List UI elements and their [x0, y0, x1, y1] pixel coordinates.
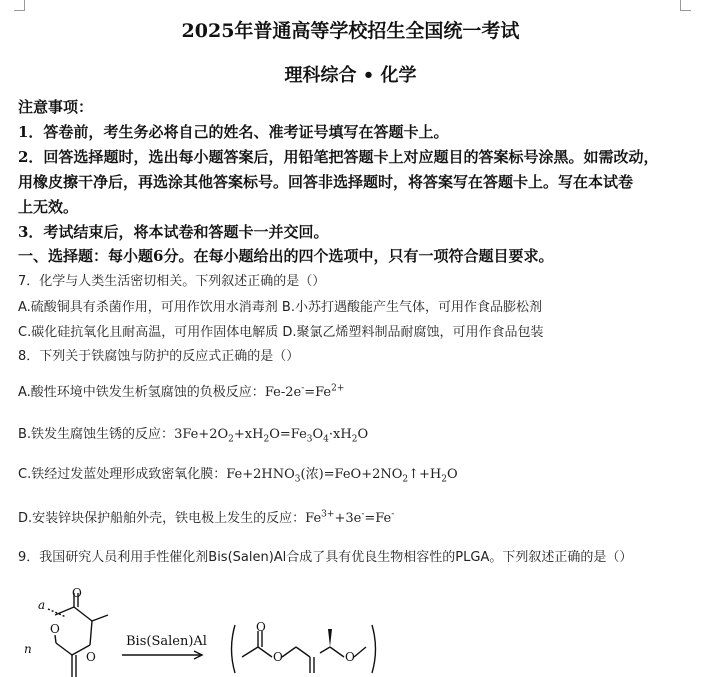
page-corner-mark-left [14, 0, 25, 11]
ring-oxygen-label: O [72, 586, 82, 600]
notice-item-1: 1．答卷前，考生务必将自己的姓名、准考证号填写在答题卡上。 [18, 123, 449, 141]
question-8-option-c [18, 463, 458, 485]
label-n: n [24, 642, 32, 656]
notice-item-3: 3．考试结束后，将本试卷和答题卡一并交回。 [18, 223, 329, 241]
notice-item-2-line-3: 上无效。 [18, 198, 79, 216]
option-d-text: D.安装锌块保护船舶外壳，铁电极上发生的反应： [18, 511, 306, 526]
polymer-bond [296, 647, 310, 657]
polymer-bond [282, 647, 296, 657]
polymer-oxygen-label: O [256, 620, 266, 634]
polymer-bond [354, 647, 366, 657]
question-8-stem: 8．下列关于铁腐蚀与防护的反应式正确的是（） [18, 349, 300, 364]
polymer-bracket-right [372, 625, 376, 673]
polymer-bond [330, 647, 344, 657]
section-heading: 一、选择题：每小题6分。在每小题给出的四个选项中，只有一项符合题目要求。 [18, 247, 554, 265]
polymer-bond [320, 647, 330, 653]
ring-bond [90, 621, 92, 645]
catalyst-label: Bis(Salen)Al [126, 634, 207, 649]
ring-bond [74, 607, 92, 621]
notice-item-2-line-1: 2．回答选择题时，选出每小题答案后，用铅笔把答题卡上对应题目的答案标号涂黑。如需改动， [18, 148, 659, 166]
notice-item-2-line-2: 用橡皮擦干净后，再选涂其他答案标号。回答非选择题时，将答案写在答题卡上。写在本试卷 [18, 173, 634, 191]
ring-bond [55, 607, 74, 615]
exam-subtitle: 理科综合 • 化学 [284, 65, 417, 86]
option-c-equation: $Fe+2HNO_3$(浓)$=FeO+2NO_2↑+H_2O$ [226, 467, 458, 485]
question-7-stem: 7．化学与人类生活密切相关。下列叙述正确的是（） [18, 274, 326, 289]
label-a-pointer [48, 609, 66, 617]
option-a-equation: $Fe-2e^-=Fe^{2+}$ [264, 383, 345, 400]
question-7-options-cd: C.碳化硅抗氧化且耐高温，可用作固体电解质 D.聚氯乙烯塑料制品耐腐蚀，可用作食品包装 [18, 325, 544, 340]
option-c-text: C.铁经过发蓝处理形成致密氧化膜： [18, 467, 227, 482]
question-8-option-a [18, 381, 344, 400]
option-d-equation: $Fe^{3+}+3e^-=Fe^-$ [305, 509, 395, 526]
polymer-oxygen-label: O [273, 650, 283, 664]
methyl-bond [92, 615, 108, 621]
question-8-option-d [18, 507, 394, 526]
polymer-bond [242, 647, 258, 657]
question-9-stem: 9．我国研究人员利用手性催化剂Bis(Salen)Al合成了具有优良生物相容性的PLGA。下列叙述正确的是（） [18, 550, 633, 565]
label-a: a [38, 598, 46, 612]
polymer-bond [258, 647, 272, 657]
polymer-oxygen-label: O [345, 650, 355, 664]
page-corner-mark-right [680, 0, 691, 11]
option-b-text: B.铁发生腐蚀生锈的反应： [18, 427, 175, 442]
option-b-equation: $3Fe+2O_2+xH_2O=Fe_3O_4\cdot xH_2O$ [174, 427, 369, 445]
polymer-bracket-left [232, 625, 236, 673]
question-7-options-ab: A.硫酸铜具有杀菌作用，可用作饮用水消毒剂 B.小苏打遇酸能产生气体，可用作食品膨松剂 [18, 300, 542, 315]
ring-bond [55, 635, 56, 643]
ring-oxygen-label: O [86, 650, 96, 664]
notice-heading: 注意事项： [18, 98, 94, 116]
plga-reaction-diagram [20, 585, 420, 677]
exam-title: 2025年普通高等学校招生全国统一考试 [181, 20, 520, 42]
ring-bond [56, 643, 72, 655]
question-8-option-b [18, 423, 368, 445]
ring-oxygen-label: O [50, 622, 60, 636]
wedge-bond [328, 629, 332, 647]
option-a-text: A.酸性环境中铁发生析氢腐蚀的负极反应： [18, 385, 265, 400]
